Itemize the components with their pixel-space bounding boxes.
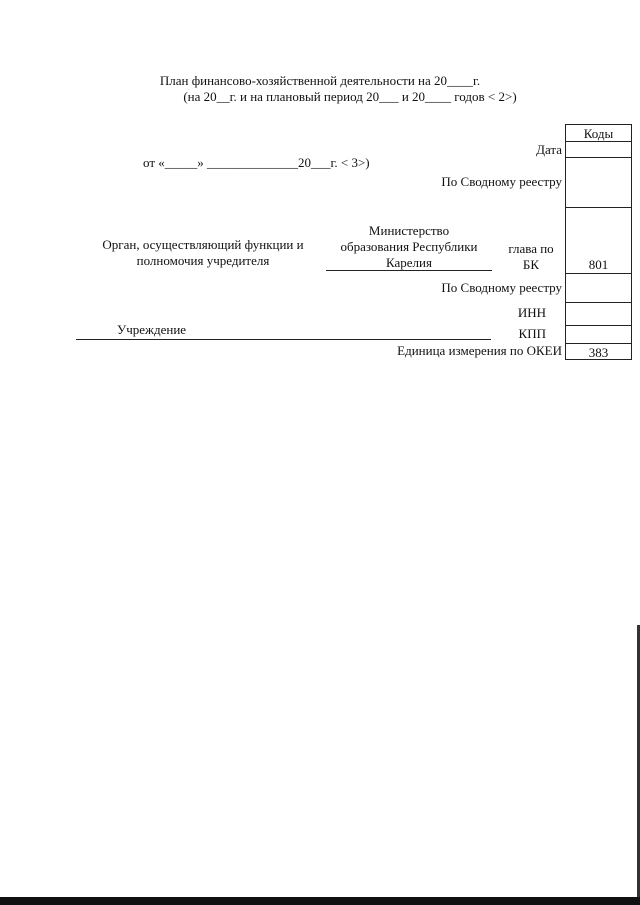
- codes-row-divider: [565, 157, 632, 158]
- codes-row-divider: [565, 273, 632, 274]
- label-data: Дата: [536, 142, 562, 157]
- codes-row-divider: [565, 207, 632, 208]
- label-organ-uchreditelya: Орган, осуществляющий функции и полномочия учредителя: [102, 237, 304, 268]
- code-glava-value: 801: [588, 257, 609, 272]
- label-svodny-reestr-2: По Сводному реестру: [441, 280, 562, 295]
- codes-row-divider: [565, 302, 632, 303]
- label-svodny-reestr-1: По Сводному реестру: [441, 174, 562, 189]
- label-inn: ИНН: [517, 305, 546, 320]
- code-okei-value: 383: [588, 345, 609, 360]
- ministry-underline: [326, 270, 492, 271]
- label-okei: Единица измерения по ОКЕИ: [397, 343, 562, 358]
- date-line: от «_____» ______________20___г. < 3>): [143, 155, 370, 170]
- ministry-name: Министерство образования Республики Карелия: [340, 223, 478, 270]
- label-uchrezhdenie: Учреждение: [117, 322, 187, 337]
- uchrezhdenie-underline: [76, 339, 491, 340]
- document-title-line1: План финансово-хозяйственной деятельности на 20____г.: [159, 73, 481, 88]
- label-kpp: КПП: [518, 326, 546, 341]
- codes-row-divider: [565, 325, 632, 326]
- codes-header: Коды: [583, 126, 614, 141]
- codes-row-divider: [565, 343, 632, 344]
- codes-row-divider: [565, 141, 632, 142]
- document-title-line2: (на 20__г. и на плановый период 20___ и 20____ годов < 2>): [183, 89, 517, 104]
- label-glava-po-bk: глава по БК: [508, 241, 554, 272]
- scan-edge-bottom: [0, 897, 640, 905]
